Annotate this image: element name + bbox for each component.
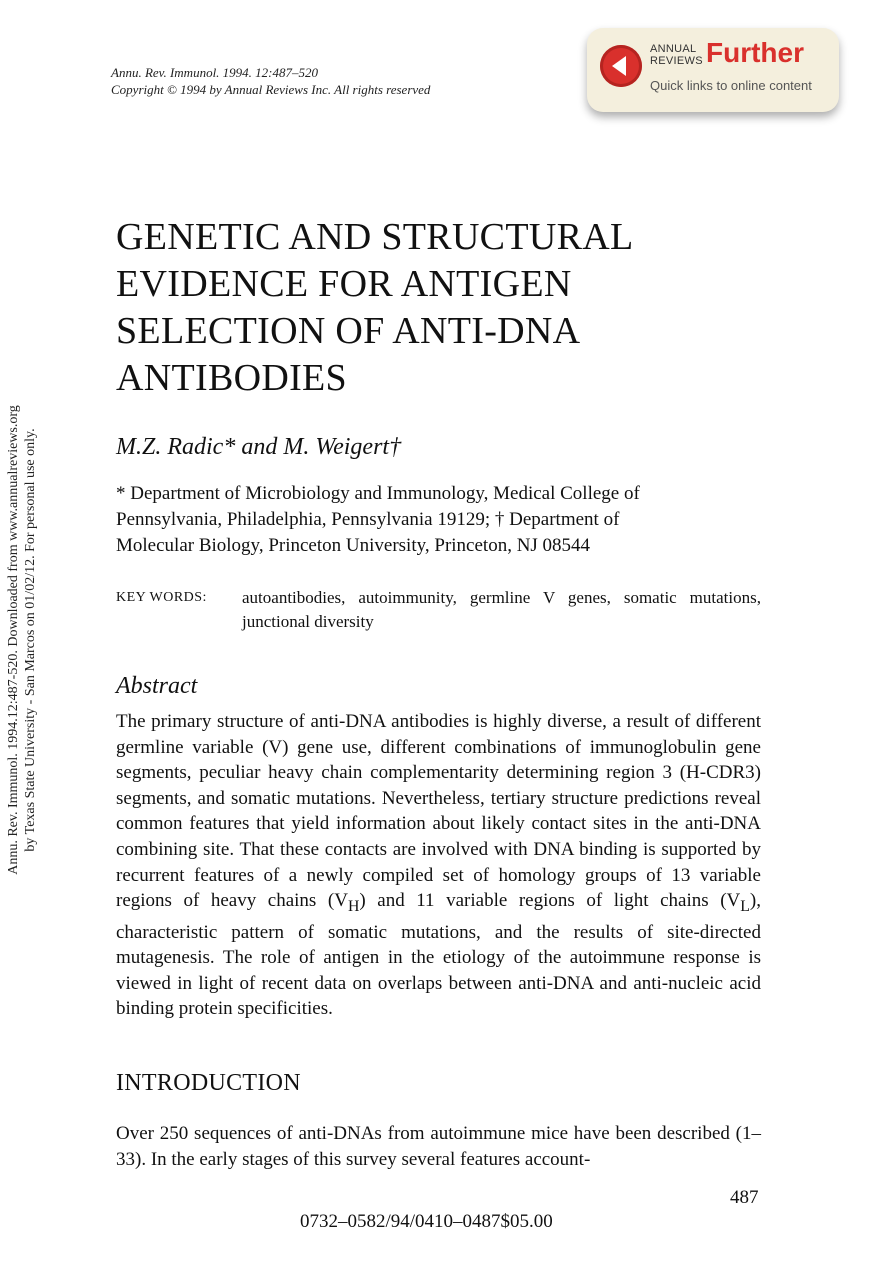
- copyright-notice: Copyright © 1994 by Annual Reviews Inc. All rights reserved: [111, 82, 431, 97]
- title-line: SELECTION OF ANTI-DNA: [116, 310, 581, 352]
- title-line: ANTIBODIES: [116, 357, 347, 399]
- play-back-icon: [600, 45, 642, 87]
- badge-reviews-label: REVIEWS: [650, 55, 703, 67]
- badge-further-label: Further: [706, 37, 804, 68]
- keywords-text: autoantibodies, autoimmunity, germline V genes, somatic mutations, junctional diversity: [242, 588, 761, 631]
- subscript-l: L: [740, 897, 750, 915]
- download-notice-line-1: Annu. Rev. Immunol. 1994.12:487-520. Downloaded from www.annualreviews.org: [6, 405, 21, 875]
- abstract-body: [116, 709, 761, 1022]
- abstract-paragraph: [116, 709, 761, 1022]
- title-line: EVIDENCE FOR ANTIGEN: [116, 263, 572, 305]
- journal-citation: Annu. Rev. Immunol. 1994. 12:487–520: [111, 65, 319, 80]
- introduction-heading: INTRODUCTION: [116, 1070, 301, 1096]
- abstract-text-1: The primary structure of anti-DNA antibodies is highly diverse, a result of different germline variable (V) gene use, different combinations of immunoglobulin gene segments, peculiar heavy chain complementarity determining region 3 (H-CDR3) segments, and somatic mutations. Nevertheless, tertiary structure predictions reveal common features that yield information about likely contact sites in the anti-DNA combining site. That these contacts are involved with DNA binding is supported by recurrent features of a newly compiled set of homology groups of 13 variable regions of heavy chains (V: [116, 711, 761, 912]
- author-affiliations: [116, 481, 761, 559]
- page-number: 487: [730, 1187, 759, 1208]
- download-notice-line-2: by Texas State University - San Marcos on 01/02/12. For personal use only.: [23, 428, 38, 852]
- abstract-text-2: ) and 11 variable regions of light chains (V: [359, 890, 741, 912]
- affiliation-line: Pennsylvania, Philadelphia, Pennsylvania 19129; † Department of: [116, 509, 620, 530]
- badge-subtitle: Quick links to online content: [650, 78, 812, 93]
- introduction-paragraph: Over 250 sequences of anti-DNAs from autoimmune mice have been described (1–33). In the early stages of this survey several features account-: [116, 1123, 761, 1170]
- introduction-body: [116, 1121, 761, 1173]
- affiliation-line: Molecular Biology, Princeton University, Princeton, NJ 08544: [116, 535, 591, 556]
- further-links-badge[interactable]: [587, 28, 839, 112]
- download-notice: [5, 405, 39, 875]
- issn-code: 0732–0582/94/0410–0487$05.00: [300, 1211, 553, 1232]
- article-title: [116, 214, 756, 402]
- title-line: GENETIC AND STRUCTURAL: [116, 216, 634, 258]
- badge-annual-label: ANNUAL: [650, 43, 697, 55]
- affiliation-line: * Department of Microbiology and Immunology, Medical College of: [116, 483, 640, 504]
- article-authors: M.Z. Radic* and M. Weigert†: [116, 434, 402, 460]
- badge-publisher: [650, 43, 703, 67]
- journal-info: [111, 64, 430, 98]
- abstract-heading: Abstract: [116, 673, 198, 699]
- subscript-h: H: [347, 897, 360, 915]
- keywords-label: KEY WORDS:: [116, 590, 207, 605]
- abstract-text-3: ), characteristic pattern of somatic mutations, and the results of site-directed mutagenesis. The role of antigen in the etiology of the autoimmune response is viewed in light of recent data on overlaps between anti-DNA and anti-nucleic acid binding protein specificities.: [116, 890, 761, 1020]
